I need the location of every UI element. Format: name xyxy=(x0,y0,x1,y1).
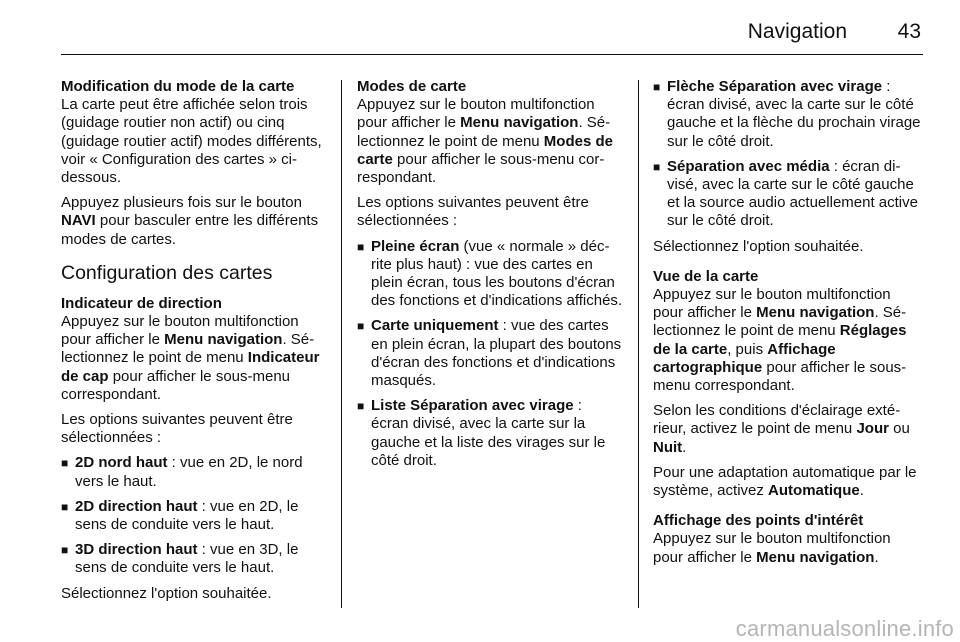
paragraph: Les options suivantes peuvent être sélectionnées : xyxy=(357,194,589,230)
menu-term: NAVI xyxy=(61,212,96,230)
list-item xyxy=(653,158,921,231)
option-description: (vue « normale » décrite plus haut) : vue des cartes en plein écran, tous les boutons d'écran des fonctions et d'indications affichés. xyxy=(371,237,623,310)
menu-term: Modes de carte xyxy=(357,132,613,168)
column-divider xyxy=(638,80,639,608)
bullet-icon: ■ xyxy=(357,239,365,254)
section-heading: Indicateur de direction xyxy=(61,294,222,312)
option-description: : vue en 2D, le nord vers le haut. xyxy=(75,454,303,490)
text-run: , puis xyxy=(727,340,768,358)
option-name: 2D direction haut xyxy=(75,497,198,515)
section-heading: Modes de carte xyxy=(357,78,467,95)
menu-term: Jour xyxy=(856,420,889,438)
menu-term: Menu navigation xyxy=(756,304,875,322)
paragraph xyxy=(653,402,921,457)
text-run: pour basculer entre les différents modes de cartes. xyxy=(61,212,319,248)
column-middle xyxy=(357,78,623,477)
paragraph: Sélectionnez l'option souhaitée. xyxy=(61,584,272,602)
bullet-icon: ■ xyxy=(357,319,365,334)
option-name: Carte uniquement xyxy=(371,317,499,335)
text-run: Appuyez sur le bouton multifonction pour afficher le xyxy=(357,96,595,132)
text-run: . xyxy=(874,548,879,566)
bullet-icon: ■ xyxy=(653,80,661,94)
paragraph xyxy=(653,286,921,395)
watermark: carmanualsonline.info xyxy=(735,616,954,641)
menu-term: Nuit xyxy=(653,438,683,456)
list-item xyxy=(61,498,324,534)
section-title: Configuration des cartes xyxy=(61,261,273,284)
list-item xyxy=(357,397,623,470)
list-item xyxy=(357,317,623,390)
paragraph: La carte peut être affichée selon trois (guidage routier non actif) ou cinq (guidage routier actif) modes différents, voir « Configuration des cartes » ci-dessous. xyxy=(61,96,322,187)
bullet-icon: ■ xyxy=(357,399,365,414)
section-heading: Vue de la carte xyxy=(653,267,759,285)
option-list xyxy=(653,78,921,231)
menu-term: Automatique xyxy=(768,482,860,500)
bullet-icon: ■ xyxy=(61,499,69,514)
option-description: : écran divisé, avec la carte sur le côté gauche et la source audio actuellement active sur le côté droit. xyxy=(667,157,918,230)
text-run: pour afficher le sous-menu correspondant. xyxy=(61,367,291,403)
menu-term: Menu navigation xyxy=(756,548,875,566)
option-description: : vue en 2D, le sens de conduite vers le haut. xyxy=(75,497,299,534)
option-name: Liste Séparation avec virage xyxy=(371,397,574,415)
text-run: . xyxy=(859,482,864,500)
option-description: : vue des cartes en plein écran, la plupart des boutons d'écran des fonctions et d'indications masqués. xyxy=(371,317,622,390)
page-number: 43 xyxy=(897,20,921,43)
column-right xyxy=(653,78,921,574)
menu-term: Indicateur de cap xyxy=(61,349,320,385)
section-heading: Affichage des points d'intérêt xyxy=(653,512,864,530)
paragraph: Les options suivantes peuvent être sélectionnées : xyxy=(61,411,293,447)
list-item xyxy=(61,454,324,490)
option-list xyxy=(61,454,324,577)
text-run: . xyxy=(682,438,687,456)
paragraph: Sélectionnez l'option souhaitée. xyxy=(653,237,864,255)
text-run: . Sélectionnez le point de menu xyxy=(61,331,315,367)
option-name: 2D nord haut xyxy=(75,454,168,472)
page-header xyxy=(61,14,923,55)
paragraph xyxy=(61,313,324,404)
text-run: Appuyez plusieurs fois sur le bouton xyxy=(61,194,302,212)
text-run: pour afficher le sous-menu correspondant. xyxy=(653,358,907,395)
column-divider xyxy=(341,80,342,608)
paragraph xyxy=(653,464,921,500)
list-item xyxy=(357,238,623,311)
page-title: Navigation xyxy=(747,20,847,43)
bullet-icon: ■ xyxy=(653,159,661,174)
option-list xyxy=(357,238,623,470)
text-run: . Sélectionnez le point de menu xyxy=(357,114,611,150)
paragraph xyxy=(357,96,623,187)
option-name: Séparation avec média xyxy=(667,157,830,175)
option-description: : écran divisé, avec la carte sur la gauche et la liste des virages sur le côté droit. xyxy=(371,397,606,469)
option-name: Flèche Séparation avec virage xyxy=(667,78,883,95)
menu-term: Réglages de la carte xyxy=(653,322,907,358)
list-item xyxy=(653,78,921,151)
text-run: Appuyez sur le bouton multifonction pour afficher le xyxy=(61,313,299,349)
menu-term: Menu navigation xyxy=(460,114,579,132)
menu-term: Affichage cartographique xyxy=(653,340,836,376)
text-run: . Sélectionnez le point de menu xyxy=(653,304,907,340)
text-run: pour afficher le sous-menu correspondant. xyxy=(357,150,605,187)
text-run: Appuyez sur le bouton multifonction pour afficher le xyxy=(653,286,891,322)
option-description: : écran divisé, avec la carte sur le côté gauche et la flèche du prochain virage sur le côté droit. xyxy=(667,78,921,150)
bullet-icon: ■ xyxy=(61,543,69,558)
paragraph xyxy=(61,194,324,249)
text-run: ou xyxy=(888,420,910,438)
option-name: Pleine écran xyxy=(371,237,460,255)
option-description: : vue en 3D, le sens de conduite vers le haut. xyxy=(75,541,299,577)
column-left xyxy=(61,78,324,610)
section-heading: Modification du mode de la carte xyxy=(61,78,295,95)
list-item xyxy=(61,541,324,577)
bullet-icon: ■ xyxy=(61,456,69,471)
text-run: Appuyez sur le bouton multifonction pour afficher le xyxy=(653,530,891,566)
option-name: 3D direction haut xyxy=(75,541,198,559)
text-run: Selon les conditions d'éclairage extérieur, activez le point de menu xyxy=(653,402,901,438)
menu-term: Menu navigation xyxy=(164,331,283,349)
paragraph xyxy=(653,530,921,566)
text-run: Pour une adaptation automatique par le système, activez xyxy=(653,463,917,500)
